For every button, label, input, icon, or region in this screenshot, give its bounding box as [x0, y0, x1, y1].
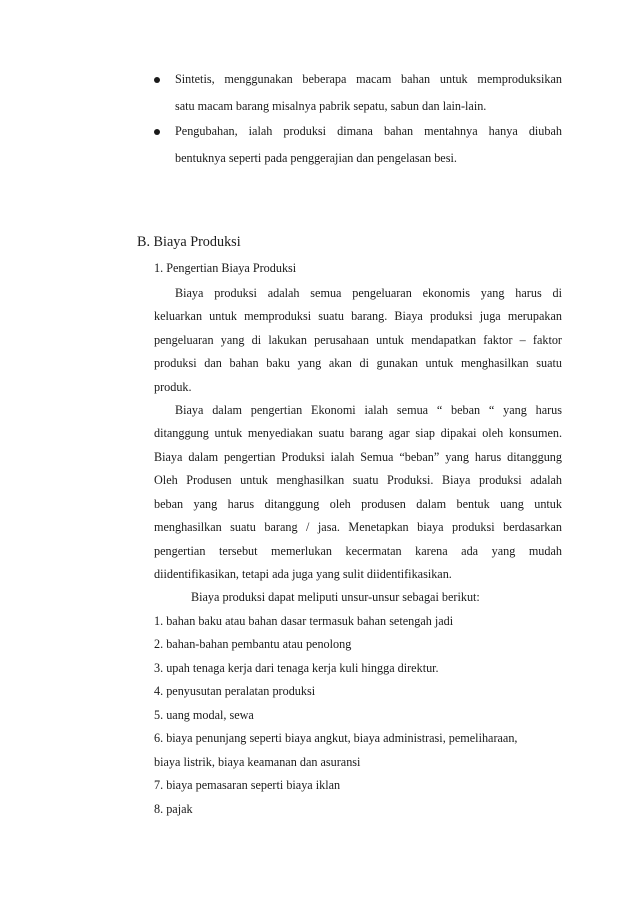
list-item: 4. penyusutan peralatan produksi — [154, 684, 316, 698]
paragraph-line: beban yang harus ditanggung oleh produsen dalam bentuk uang untuk — [154, 497, 562, 511]
paragraph-line: ditanggung untuk menyediakan suatu barang agar siap dipakai oleh konsumen. — [154, 426, 562, 440]
paragraph-line: pengeluaran yang di lakukan perusahaan untuk mendapatkan faktor – faktor — [154, 333, 562, 347]
paragraph-line: keluarkan untuk memproduksi suatu barang. Biaya produksi juga merupakan — [154, 309, 562, 323]
paragraph-line: menghasilkan suatu barang / jasa. Menetapkan biaya produksi berdasarkan — [154, 520, 562, 534]
paragraph-line: produk. — [154, 380, 192, 394]
section-heading: B. Biaya Produksi — [137, 234, 241, 250]
paragraph-line: Biaya dalam pengertian Ekonomi ialah semua “ beban “ yang harus — [175, 403, 562, 417]
bullet-dot — [154, 77, 160, 83]
paragraph-line: Biaya produksi adalah semua pengeluaran ekonomis yang harus di — [175, 286, 562, 300]
list-item: 2. bahan-bahan pembantu atau penolong — [154, 637, 352, 651]
paragraph-line: pengertian tersebut memerlukan kecermatan karena ada yang mudah — [154, 544, 562, 558]
paragraph-line: produksi dan bahan baku yang akan di gunakan untuk menghasilkan suatu — [154, 356, 562, 370]
list-item: biaya listrik, biaya keamanan dan asuransi — [154, 755, 361, 769]
bullet-text-line: satu macam barang misalnya pabrik sepatu, sabun dan lain-lain. — [175, 99, 487, 113]
list-item: 3. upah tenaga kerja dari tenaga kerja kuli hingga direktur. — [154, 661, 439, 675]
bullet-dot — [154, 129, 160, 135]
bullet-text-line: bentuknya seperti pada penggerajian dan pengelasan besi. — [175, 151, 457, 165]
paragraph-line: Oleh Produsen untuk menghasilkan suatu Produksi. Biaya produksi adalah — [154, 473, 562, 487]
list-intro: Biaya produksi dapat meliputi unsur-unsur sebagai berikut: — [191, 590, 480, 604]
list-item: 5. uang modal, sewa — [154, 708, 254, 722]
list-item: 7. biaya pemasaran seperti biaya iklan — [154, 778, 341, 792]
subsection-heading: 1. Pengertian Biaya Produksi — [154, 261, 297, 275]
list-item: 6. biaya penunjang seperti biaya angkut, biaya administrasi, pemeliharaan, — [154, 731, 518, 745]
bullet-text-line: Sintetis, menggunakan beberapa macam bahan untuk memproduksikan — [175, 72, 562, 86]
paragraph-line: Biaya dalam pengertian Produksi ialah Semua “beban” yang harus ditanggung — [154, 450, 562, 464]
list-item: 8. pajak — [154, 802, 193, 816]
bullet-text-line: Pengubahan, ialah produksi dimana bahan mentahnya hanya diubah — [175, 124, 562, 138]
list-item: 1. bahan baku atau bahan dasar termasuk bahan setengah jadi — [154, 614, 454, 628]
paragraph-line: diidentifikasikan, tetapi ada juga yang sulit diidentifikasikan. — [154, 567, 452, 581]
